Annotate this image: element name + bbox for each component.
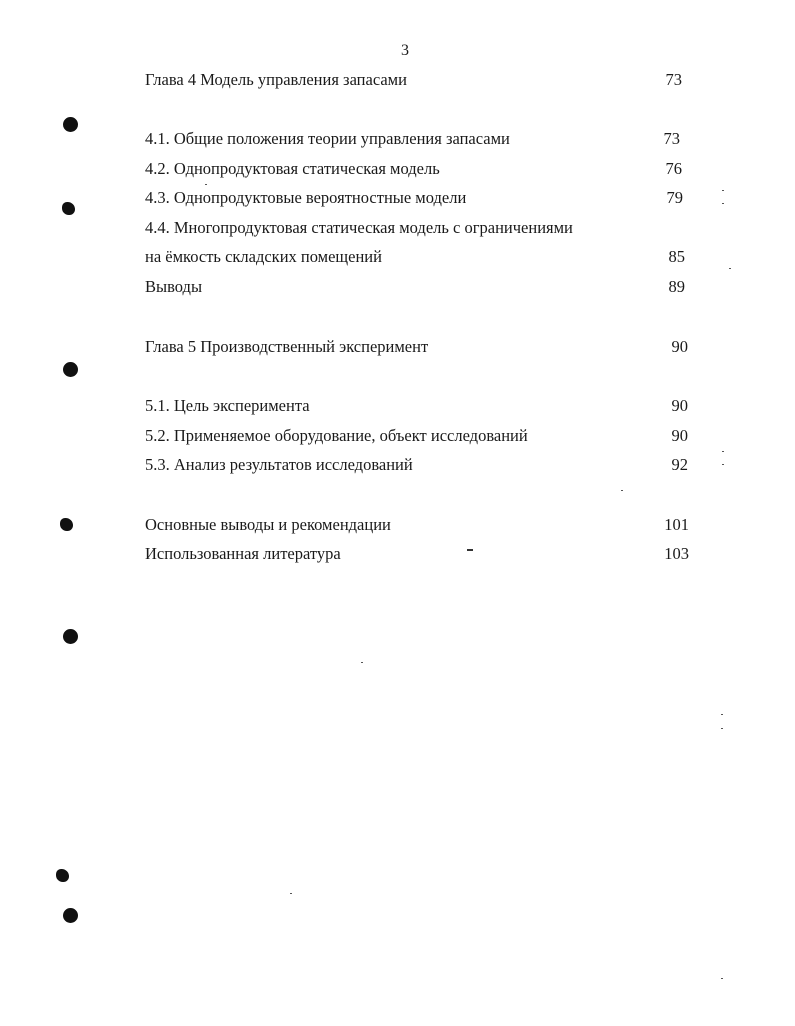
scan-speck bbox=[722, 451, 724, 452]
toc-entry-title: 5.1. Цель эксперимента bbox=[145, 396, 310, 415]
toc-entry-chapter-5 bbox=[145, 335, 690, 359]
toc-entry-page: 90 bbox=[671, 396, 688, 415]
toc-entry-conclusions bbox=[145, 275, 690, 299]
page-number: 3 bbox=[401, 42, 409, 59]
toc-entry-4-4 bbox=[145, 216, 690, 240]
scan-speck bbox=[721, 978, 723, 979]
punch-hole bbox=[63, 908, 78, 923]
toc-entry-5-1 bbox=[145, 394, 690, 418]
toc-entry-title: Использованная литература bbox=[145, 544, 341, 563]
toc-entry-title: 4.2. Однопродуктовая статическая модель bbox=[145, 159, 440, 178]
scan-speck bbox=[721, 714, 723, 715]
toc-entry-title: 4.4. Многопродуктовая статическая модель с ограничениями bbox=[145, 218, 573, 237]
punch-hole bbox=[56, 869, 69, 882]
toc-entry-page: 101 bbox=[664, 515, 689, 534]
scan-speck bbox=[721, 728, 723, 729]
toc-entry-title: Глава 4 Модель управления запасами bbox=[145, 70, 407, 89]
toc-entry-page: 89 bbox=[668, 277, 685, 296]
scan-speck bbox=[722, 464, 724, 465]
scan-speck bbox=[722, 190, 724, 191]
scan-speck bbox=[205, 184, 207, 185]
scan-speck bbox=[722, 203, 724, 204]
scan-speck bbox=[467, 549, 473, 551]
toc-entry-title: 4.1. Общие положения теории управления запасами bbox=[145, 129, 510, 148]
toc-entry-4-1 bbox=[145, 127, 690, 151]
toc-entry-page: 76 bbox=[665, 159, 682, 178]
toc-entry-chapter-4 bbox=[145, 68, 690, 92]
toc-entry-5-2 bbox=[145, 424, 690, 448]
scan-speck bbox=[290, 893, 292, 894]
scan-speck bbox=[361, 662, 363, 663]
toc-entry-4-3 bbox=[145, 186, 690, 210]
toc-entry-page: 103 bbox=[664, 544, 689, 563]
punch-hole bbox=[63, 362, 78, 377]
toc-entry-title: Основные выводы и рекомендации bbox=[145, 515, 391, 534]
punch-hole bbox=[63, 629, 78, 644]
toc-entry-references bbox=[145, 542, 690, 566]
toc-entry-page: 90 bbox=[671, 426, 688, 445]
toc-entry-page: 92 bbox=[671, 455, 688, 474]
toc-entry-main-conclusions bbox=[145, 513, 690, 537]
toc-entry-page: 79 bbox=[666, 188, 683, 207]
toc-entry-page: 85 bbox=[668, 247, 685, 266]
toc-entry-title: на ёмкость складских помещений bbox=[145, 247, 382, 266]
toc-entry-4-4-continued bbox=[145, 245, 690, 269]
scan-speck bbox=[729, 268, 731, 269]
toc-entry-title: Выводы bbox=[145, 277, 203, 296]
toc-entry-title: 4.3. Однопродуктовые вероятностные модели bbox=[145, 188, 467, 207]
punch-hole bbox=[60, 518, 73, 531]
scan-speck bbox=[621, 490, 623, 491]
punch-hole bbox=[62, 202, 75, 215]
toc-entry-5-3 bbox=[145, 453, 690, 477]
toc-entry-title: 5.3. Анализ результатов исследований bbox=[145, 455, 413, 474]
toc-entry-title: Глава 5 Производственный эксперимент bbox=[145, 337, 429, 356]
toc-entry-title: 5.2. Применяемое оборудование, объект исследований bbox=[145, 426, 528, 445]
toc-entry-page: 90 bbox=[671, 337, 688, 356]
punch-hole bbox=[63, 117, 78, 132]
toc-entry-page: 73 bbox=[663, 129, 680, 148]
toc-entry-page: 73 bbox=[665, 70, 682, 89]
toc-entry-4-2 bbox=[145, 157, 690, 181]
